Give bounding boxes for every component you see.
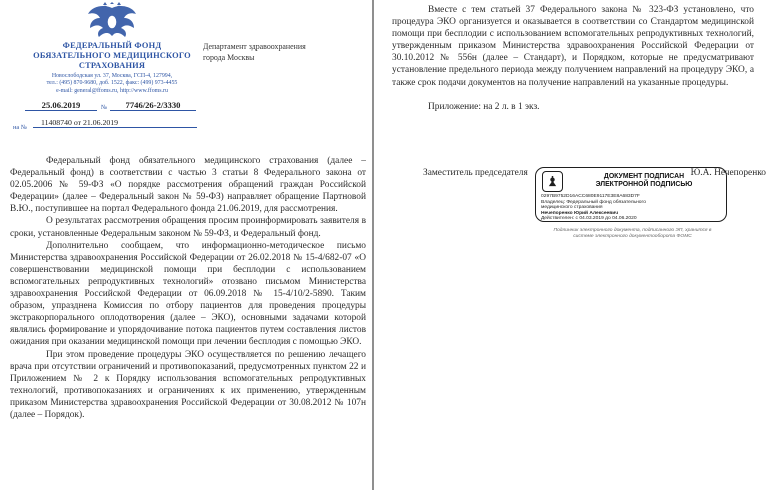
paragraph: При этом проведение процедуры ЭКО осуществляется по решению лечащего врача при отсутствии ограничений и противопоказаний, предусмотренных пунктом 22 и Приложением № 2 к Порядку использования вспомогательных репродуктивных технологий, противопоказаниях и ограничениях к их применению, утвержденным приказом Министерства здравоохранения Российской Федерации от 30.08.2012 № 107н (далее – Порядок).: [10, 349, 366, 420]
letter-date: 25.06.2019: [25, 100, 97, 111]
certificate-number: 0297B9752D16ACC680E9117E3E8A683D7F: [541, 194, 640, 199]
org-name-line: СТРАХОВАНИЯ: [78, 61, 146, 70]
stamp-title-line: ЭЛЕКТРОННОЙ ПОДПИСЬЮ: [595, 181, 693, 188]
signer-title: Заместитель председателя: [423, 168, 528, 178]
stamp-title: [567, 173, 721, 188]
stamp-emblem-icon: [542, 171, 563, 192]
letter-number: 7746/26-2/3330: [110, 100, 196, 111]
owner-line: Владелец: Федеральный фонд обязательного: [541, 199, 646, 205]
recipient-block: [203, 41, 353, 63]
stamp-header: [541, 170, 721, 192]
org-address-line: e-mail: general@ffoms.ru, http://www.ffoms.ru: [56, 87, 168, 94]
paragraph: Вместе с тем статьей 37 Федерального закона № 323-ФЗ установлено, что процедура ЭКО организуется и оказывается в соответствии со Стандартом медицинской помощи при бесплодии с использованием вспомогательных репродуктивных технологий, утвержденным приказом Министерства здравоохранения Российской Федерации от 30.10.2012 № 556н (далее – Стандарт), и Порядком, которые не предусматривают установление предельного периода между получением направлений на процедуру ЭКО, а также срок подачи документов на получение направлений на указанные процедуры.: [392, 5, 754, 88]
paragraph: О результатах рассмотрения обращения просим проинформировать заявителя в сроки, установленные Федеральным законом № 59-ФЗ, и Федеральный фонд.: [10, 216, 366, 239]
owner-line: медицинского страхования: [541, 205, 603, 211]
stamp-title-line: ДОКУМЕНТ ПОДПИСАН: [603, 173, 685, 181]
reference-value: [33, 118, 197, 128]
page-2-body: [392, 4, 754, 113]
recipient-line: города Москвы: [203, 53, 255, 62]
page-divider: [372, 0, 374, 490]
paragraph: Федеральный фонд обязательного медицинского страхования (далее – Федеральный фонд) в соответствии с частью 3 статьи 8 Федерального закона от 02.05.2006 № 59-ФЗ «О порядке рассмотрения обращений граждан Российской Федерации» (далее – Федеральный закон № 59-ФЗ) направляет обращение Партновой В.Ю., поступившее на портал Федерального фонда 21.06.2019, для рассмотрения.: [10, 156, 366, 215]
paragraph: Дополнительно сообщаем, что информационно-методическое письмо Министерства здравоохранения Российской Федерации от 26.02.2018 № 15-4/682-07 «О совершенствовании медицинской помощи при бесплодии с использованием вспомогательных репродуктивных технологий» отозвано письмом Министерства здравоохранения Российской Федерации от 06.09.2018 № 15-4/10/2-5890. Таким образом, упразднена Комиссия по отбору пациентов для проведения процедуры экстракорпорального оплодотворения (далее – ЭКО), основными задачами которой являлись формирование и упорядочивание потока пациентов путем составления листов ожидания при оказании медицинской помощи при лечении бесплодия с помощью ЭКО.: [10, 240, 366, 348]
reference-label: на №: [13, 124, 27, 131]
owner-name: Нечепоренко Юрий Алексеевич: [541, 210, 619, 216]
org-name: [8, 41, 216, 71]
page-1: [0, 0, 372, 490]
electronic-signature-stamp: [535, 167, 727, 222]
page-1-body: [10, 155, 366, 421]
page-2: [375, 0, 770, 490]
org-name-line: ФЕДЕРАЛЬНЫЙ ФОНД: [62, 41, 162, 50]
org-address-line: тел.: (495) 870-9680, доб. 1522, факс: (499) 973-4455: [46, 80, 178, 87]
outgoing-number-row: [0, 100, 230, 116]
recipient-line: Департамент здравоохранения: [203, 42, 306, 51]
stamp-caption-line: Подлинник электронного документа, подписанного ЭП, хранится в: [553, 228, 712, 233]
org-address: [8, 73, 216, 95]
attachment-note: Приложение: на 2 л. в 1 экз.: [428, 101, 540, 112]
org-address-line: Новослободская ул. 37, Москва, ГСП-4, 127994,: [51, 73, 173, 79]
stamp-caption-line: системе электронного документооборота ФОМС: [573, 234, 692, 239]
reference-number-row: [0, 118, 230, 136]
coat-of-arms-icon: [84, 2, 140, 38]
stamp-details: [541, 194, 721, 222]
org-name-line: ОБЯЗАТЕЛЬНОГО МЕДИЦИНСКОГО: [33, 51, 191, 60]
number-sign-label: №: [101, 104, 108, 111]
stamp-caption: [525, 228, 740, 240]
reference-value-text: 11408740 от 21.06.2019: [41, 118, 119, 127]
validity-period: Действителен: с 04.03.2019 до 04.06.2020: [541, 216, 637, 222]
signer-name: Ю.А. Нечепоренко: [690, 168, 766, 178]
